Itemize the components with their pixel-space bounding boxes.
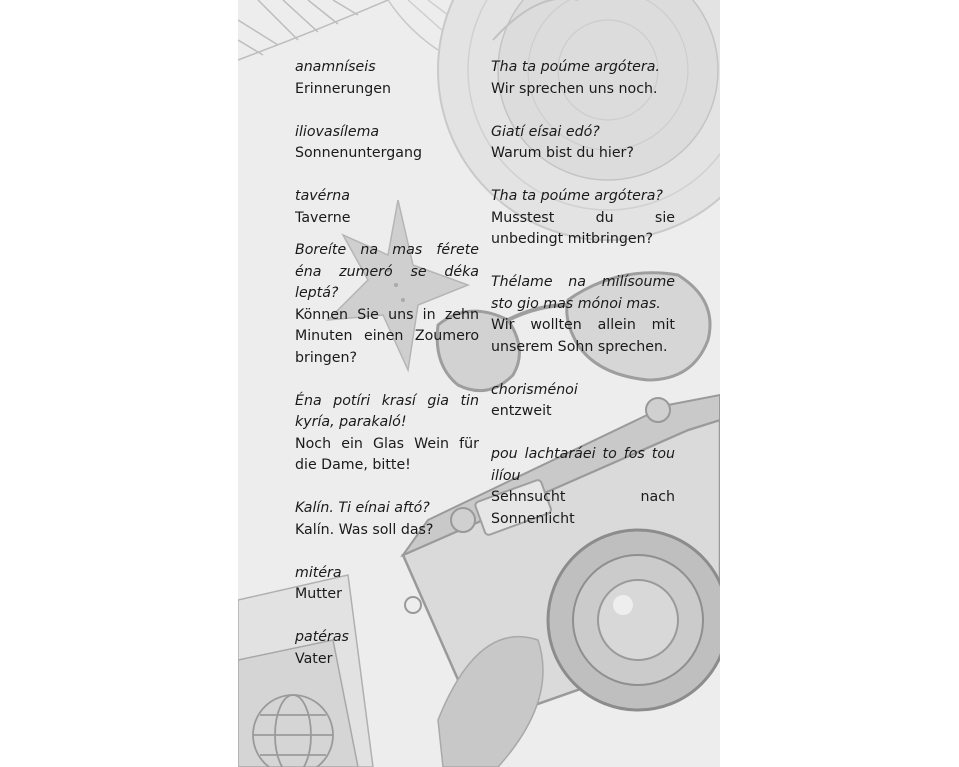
vocab-entry xyxy=(295,391,479,477)
vocab-entry xyxy=(295,563,479,606)
vocab-entry xyxy=(491,272,675,358)
greek-term: Tha ta poúme argótera? xyxy=(491,188,663,204)
vocab-entry xyxy=(295,240,479,369)
german-translation: Warum bist du hier? xyxy=(491,145,634,161)
palm-leaf-icon xyxy=(238,0,468,60)
german-translation: Sonnenuntergang xyxy=(295,145,422,161)
vocab-entry xyxy=(491,122,675,165)
vocab-entry xyxy=(491,57,675,100)
german-translation: Sehnsucht nach Sonnenlicht xyxy=(491,489,675,527)
vocab-entry xyxy=(295,122,479,165)
greek-term: patéras xyxy=(295,629,349,645)
greek-term: Kalín. Ti eínai aftó? xyxy=(295,500,430,516)
greek-term: chorisménoi xyxy=(491,381,578,398)
greek-term: pou lachtaráei to fos tou ilíou xyxy=(491,446,675,484)
vocab-entry xyxy=(491,444,675,530)
right-vocabulary-column xyxy=(491,57,675,552)
german-translation: Wir wollten allein mit unserem Sohn sprechen. xyxy=(491,317,675,355)
german-translation: Musstest du sie unbedingt mitbringen? xyxy=(491,209,675,247)
greek-term: Tha ta poúme argótera. xyxy=(491,59,660,75)
vocab-entry xyxy=(295,186,479,229)
greek-term: Boreíte na mas férete éna zumeró se déka leptá? xyxy=(295,242,479,301)
german-translation: entzweit xyxy=(491,403,552,419)
german-translation: Vater xyxy=(295,650,333,667)
greek-term: Éna potíri krasí gia tin kyría, parakaló! xyxy=(295,392,479,430)
german-translation: Noch ein Glas Wein für die Dame, bitte! xyxy=(295,435,479,473)
german-translation: Kalín. Was soll das? xyxy=(295,521,434,538)
greek-term: Giatí eísai edó? xyxy=(491,123,600,140)
german-translation: Erinnerungen xyxy=(295,80,391,97)
greek-term: mitéra xyxy=(295,564,342,581)
german-translation: Taverne xyxy=(295,209,351,226)
vocabulary-page xyxy=(238,0,720,767)
greek-term: anamníseis xyxy=(295,59,376,75)
german-translation: Können Sie uns in zehn Minuten einen Zoumero bringen? xyxy=(295,306,479,366)
vocab-entry xyxy=(491,186,675,251)
german-translation: Mutter xyxy=(295,586,342,602)
vocab-entry xyxy=(295,57,479,100)
vocab-entry xyxy=(295,498,479,541)
german-translation: Wir sprechen uns noch. xyxy=(491,80,658,97)
left-vocabulary-column xyxy=(295,57,479,692)
greek-term: Thélame na milísoume sto gio mas mónoi mas. xyxy=(491,274,675,312)
vocab-entry xyxy=(295,627,479,670)
greek-term: iliovasílema xyxy=(295,123,380,140)
vocab-entry xyxy=(491,380,675,423)
greek-term: tavérna xyxy=(295,188,350,204)
